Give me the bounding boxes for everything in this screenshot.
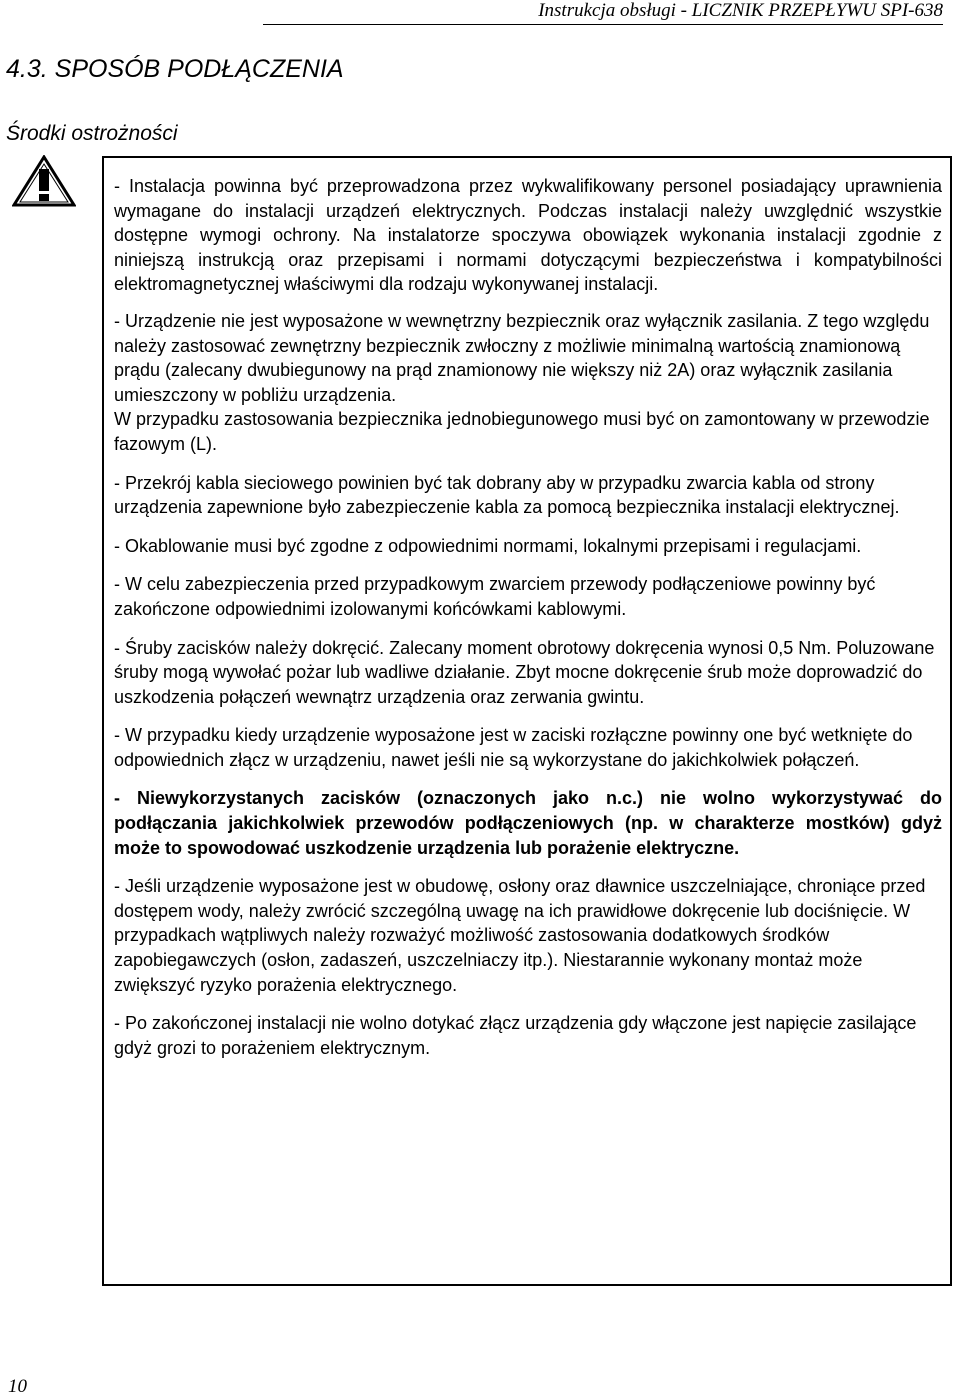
precaution-single-pole-fuse: W przypadku zastosowania bezpiecznika jednobiegunowego musi być on zamontowany w przewodzie fazowym (L). [114, 409, 930, 454]
running-header [263, 0, 943, 25]
precaution-wiring-standards: - Okablowanie musi być zgodne z odpowiednimi normami, lokalnymi przepisami i regulacjami. [114, 535, 862, 556]
precaution-no-touch-when-powered: - Po zakończonej instalacji nie wolno dotykać złącz urządzenia gdy włączone jest napięcie zasilające gdyż grozi to porażeniem elektrycznym. [114, 1013, 917, 1058]
subsection-title: Środki ostrożności [6, 122, 178, 145]
precaution-cable-cross-section: - Przekrój kabla sieciowego powinien być tak dobrany aby w przypadku zwarcia kabla od strony urządzenia zapewnione było zabezpieczenie kabla za pomocą bezpiecznika instalacji elektrycznej. [114, 472, 900, 518]
warning-triangle-icon [12, 155, 76, 207]
precaution-terminal-screws: - Śruby zacisków należy dokręcić. Zalecany moment obrotowy dokręcenia wynosi 0,5 Nm. Poluzowane śruby mogą wywołać pożar lub wadliwe działanie. Zbyt mocne dokręcenie śrub może doprowadzić do uszkodzenia połączeń wewnątrz urządzenia oraz zerwania gwintu. [114, 637, 935, 707]
precaution-detachable-terminals: - W przypadku kiedy urządzenie wyposażone jest w zaciski rozłączne powinny one być wetknięte do odpowiednich złącz w urządzeniu, nawet jeśli nie są wykorzystane do jakichkolwiek połączeń. [114, 725, 913, 770]
precaution-qualified-personnel: - Instalacja powinna być przeprowadzona przez wykwalifikowany personel posiadający uprawnienia wymagane do instalacji urządzeń elektrycznych. Podczas instalacji należy uwzględnić wszystkie dostępne wymogi ochrony. Na instalatorze spoczywa obowiązek wykonania instalacji zgodnie z niniejszą instrukcją oraz przepisami i normami dotyczącymi bezpieczeństwa i kompatybilności elektromagnetycznej właściwymi dla rodzaju wykonywanej instalacji. [114, 176, 942, 295]
precaution-unused-terminals: - Niewykorzystanych zacisków (oznaczonych jako n.c.) nie wolno wykorzystywać do podłączania jakichkolwiek przewodów podłączeniowych (np. w charakterze mostków) gdyż może to spowodować uszkodzenie urządzenia lub porażenie elektryczne. [114, 788, 942, 858]
precaution-enclosure-seals: - Jeśli urządzenie wyposażone jest w obudowę, osłony oraz dławnice uszczelniające, chroniące przed dostępem wody, należy zwrócić szczególną uwagę na ich prawidłowe dokręcenie lub dociśnięcie. W przypadkach wątpliwych należy rozważyć możliwość zastosowania dodatkowych środków zapobiegawczych (osłon, zadaszeń, uszczelniaczy itp.). Niestarannie wykonany montaż może zwiększyć ryzyko porażenia elektrycznego. [114, 876, 926, 995]
precaution-fuse-switch: - Urządzenie nie jest wyposażone w wewnętrzny bezpiecznik oraz wyłącznik zasilania. Z tego względu należy zastosować zewnętrzny bezpiecznik zwłoczny z możliwie minimalną wartością znamionową prądu (zalecany dwubiegunowy na prąd znamionowy nie większy niż 2A) oraz wyłącznik zasilania umieszczony w pobliżu urządzenia. [114, 310, 930, 405]
page-number: 10 [8, 1376, 27, 1397]
section-title: 4.3. SPOSÓB PODŁĄCZENIA [6, 55, 344, 83]
precaution-insulated-terminals: - W celu zabezpieczenia przed przypadkowym zwarciem przewody podłączeniowe powinny być zakończone odpowiednimi izolowanymi końcówkami kablowymi. [114, 574, 876, 619]
precautions-box [102, 156, 952, 1286]
running-header-title: Instrukcja obsługi - LICZNIK PRZEPŁYWU SPI-638 [538, 0, 943, 21]
